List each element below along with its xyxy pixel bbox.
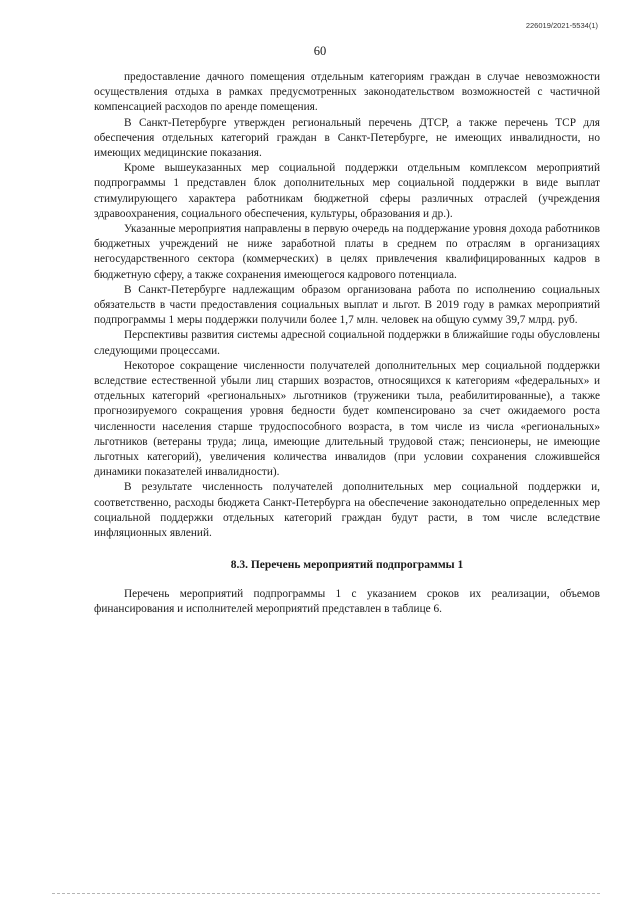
paragraph: Указанные мероприятия направлены в первую очередь на поддержание уровня дохода работников бюджетных учреждений не ниже заработной платы в среднем по отраслям в организациях негосударственного сектора (коммерческих) в целях привлечения квалифицированных кадров в бюджетную сферу, а также сохранения имеющегося кадрового потенциала. [94, 223, 600, 281]
paragraph: В Санкт-Петербурге надлежащим образом организована работа по исполнению социальных обязательств в части предоставления социальных выплат и льгот. В 2019 году в рамках мероприятий подпрограммы 1 меры поддержки получили более 1,7 млн. человек на общую сумму 39,7 млрд. руб. [94, 283, 600, 327]
page-number: 60 [313, 44, 327, 58]
scan-bottom-edge [52, 893, 600, 894]
paragraph: предоставление дачного помещения отдельным категориям граждан в случае невозможности осуществления отдыха в рамках предусмотренных законодательством возможностей с частичной компенсацией расходов по аренде помещения. [94, 71, 600, 114]
document-body [94, 70, 600, 617]
paragraph: Перспективы развития системы адресной социальной поддержки в ближайшие годы обусловлены следующими процессами. [94, 329, 600, 357]
section-heading: 8.3. Перечень мероприятий подпрограммы 1 [230, 559, 464, 572]
document-id: 226019/2021-5534(1) [525, 21, 598, 30]
closing-paragraph: Перечень мероприятий подпрограммы 1 с указанием сроков их реализации, объемов финансирования и исполнителей мероприятий представлен в таблице 6. [94, 587, 600, 615]
paragraph: В результате численность получателей дополнительных мер социальной поддержки и, соответственно, расходы бюджета Санкт-Петербурга на обеспечение законодательно определенных мер социальной поддержки отдельных категорий граждан будут расти, в том числе вследствие инфляционных явлений. [94, 481, 600, 540]
paragraph: Некоторое сокращение численности получателей дополнительных мер социальной поддержки вследствие естественной убыли лиц старших возрастов, относящихся к категориям «федеральных» и отдельных категорий «региональных» льготников (труженики тыла, реабилитированные), а также прогнозируемого сокращения уровня бедности будет компенсировано за счет ожидаемого роста численности населения старше трудоспособного возраста, в том числе из числа «региональных» льготников (ветераны труда; лица, имеющие длительный трудовой стаж; пенсионеры, не имеющие льготных категорий), увеличения количества инвалидов (при условии сохранения сложившейся динамики показателей инвалидности). [94, 359, 600, 479]
paragraph: В Санкт-Петербурге утвержден региональный перечень ДТСР, а также перечень ТСР для обеспечения отдельных категорий граждан в Санкт-Петербурге, не имеющих инвалидности, но имеющих медицинские показания. [94, 116, 600, 160]
paragraph: Кроме вышеуказанных мер социальной поддержки отдельным комплексом мероприятий подпрограммы 1 представлен блок дополнительных мер социальной поддержки в виде выплат стимулирующего характера работникам бюджетной сферы различных отраслей (учреждения здравоохранения, социального обеспечения, культуры, образования и др.). [94, 162, 600, 220]
